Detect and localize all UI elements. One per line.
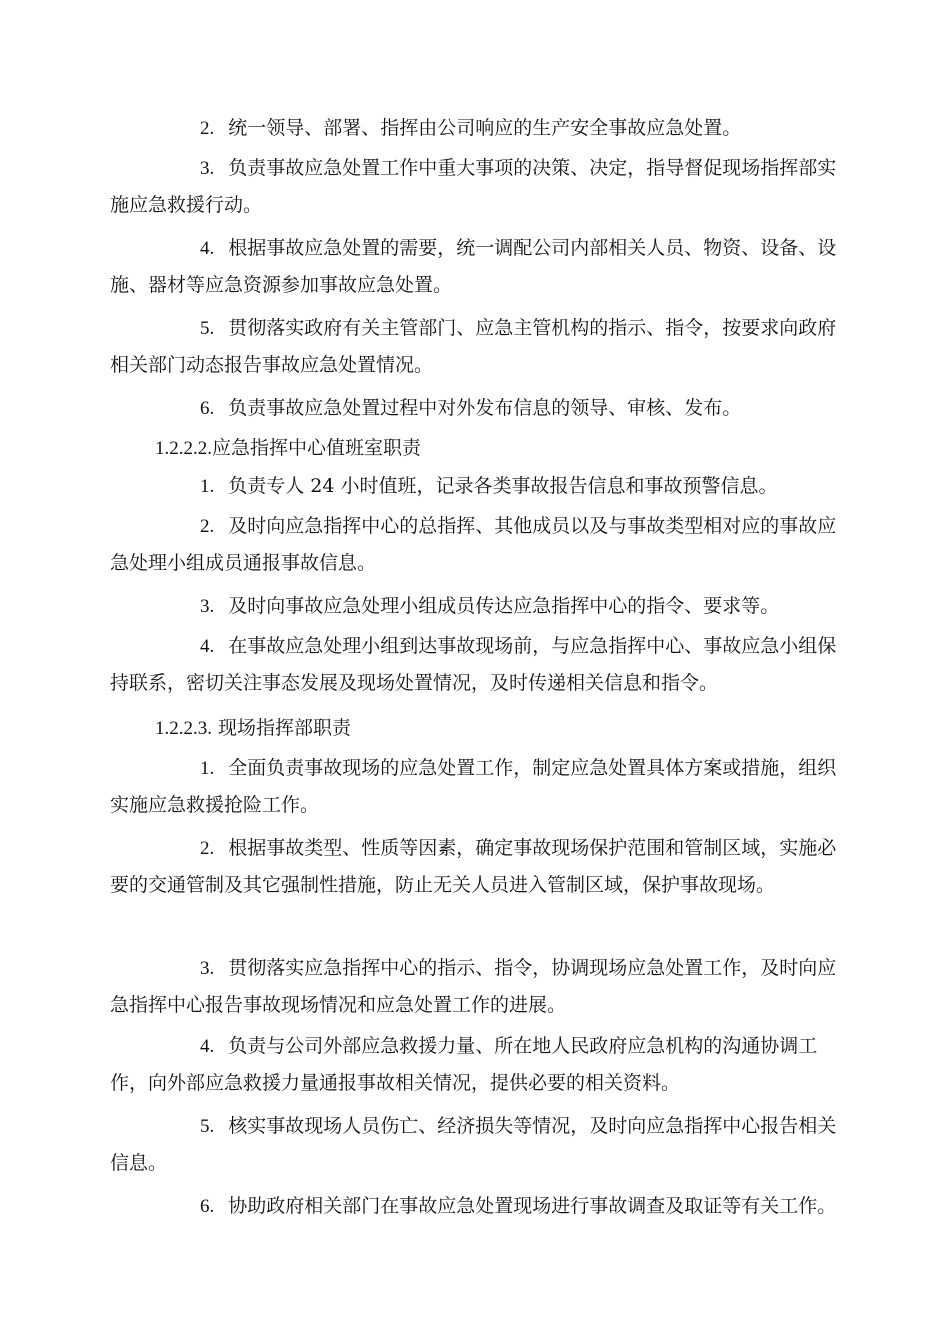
list-item bbox=[110, 950, 850, 1023]
item-number: 2. bbox=[200, 118, 215, 139]
item-number: 6. bbox=[200, 1196, 215, 1217]
item-text: 根据事故应急处置的需要，统一调配公司内部相关人员、物资、设备、设施、器材等应急资源参加事故应急处置。 bbox=[110, 237, 837, 296]
list-item bbox=[110, 110, 850, 147]
item-number: 3. bbox=[200, 958, 215, 979]
list-item bbox=[110, 1188, 850, 1225]
item-number: 1. bbox=[200, 758, 215, 779]
section-heading bbox=[155, 430, 421, 467]
item-number: 5. bbox=[200, 318, 215, 339]
item-number: 6. bbox=[200, 398, 215, 419]
item-number: 2. bbox=[200, 516, 215, 537]
list-item bbox=[110, 390, 850, 427]
item-text: 全面负责事故现场的应急处置工作，制定应急处置具体方案或措施，组织实施应急救援抢险工作。 bbox=[110, 757, 837, 816]
item-number: 4. bbox=[200, 1036, 215, 1057]
item-text: 协助政府相关部门在事故应急处置现场进行事故调查及取证等有关工作。 bbox=[228, 1195, 837, 1217]
item-number: 4. bbox=[200, 238, 215, 259]
item-text: 负责与公司外部应急救援力量、所在地人民政府应急机构的沟通协调工作，向外部应急救援力量通报事故相关情况，提供必要的相关资料。 bbox=[110, 1035, 818, 1094]
list-item bbox=[110, 628, 850, 701]
list-item bbox=[110, 150, 850, 223]
heading-number: 1.2.2.2. bbox=[155, 438, 212, 459]
item-text: 根据事故类型、性质等因素，确定事故现场保护范围和管制区域，实施必要的交通管制及其它强制性措施，防止无关人员进入管制区域，保护事故现场。 bbox=[110, 837, 837, 896]
list-item bbox=[110, 588, 850, 625]
item-text: 及时向事故应急处理小组成员传达应急指挥中心的指令、要求等。 bbox=[228, 595, 780, 617]
item-text: 贯彻落实应急指挥中心的指示、指令，协调现场应急处置工作，及时向应急指挥中心报告事故现场情况和应急处置工作的进展。 bbox=[110, 957, 837, 1016]
list-item bbox=[110, 830, 850, 903]
item-text: 及时向应急指挥中心的总指挥、其他成员以及与事故类型相对应的事故应急处理小组成员通报事故信息。 bbox=[110, 515, 837, 574]
item-text: 统一领导、部署、指挥由公司响应的生产安全事故应急处置。 bbox=[228, 117, 742, 139]
list-item bbox=[110, 1028, 850, 1101]
item-text: 负责事故应急处置工作中重大事项的决策、决定，指导督促现场指挥部实施应急救援行动。 bbox=[110, 157, 837, 216]
item-number: 2. bbox=[200, 838, 215, 859]
list-item bbox=[110, 750, 850, 823]
heading-text: 应急指挥中心值班室职责 bbox=[212, 437, 422, 459]
item-text: 贯彻落实政府有关主管部门、应急主管机构的指示、指令，按要求向政府相关部门动态报告事故应急处置情况。 bbox=[110, 317, 837, 376]
list-item bbox=[110, 508, 850, 581]
item-text: 负责事故应急处置过程中对外发布信息的领导、审核、发布。 bbox=[228, 397, 742, 419]
item-text: 在事故应急处理小组到达事故现场前，与应急指挥中心、事故应急小组保持联系，密切关注事态发展及现场处置情况，及时传递相关信息和指令。 bbox=[110, 635, 837, 694]
list-item bbox=[110, 468, 850, 505]
item-text: 负责专人 24 小时值班，记录各类事故报告信息和事故预警信息。 bbox=[228, 475, 778, 497]
item-number: 5. bbox=[200, 1116, 215, 1137]
list-item bbox=[110, 310, 850, 383]
item-number: 1. bbox=[200, 476, 215, 497]
item-number: 4. bbox=[200, 636, 215, 657]
item-number: 3. bbox=[200, 596, 215, 617]
section-heading bbox=[155, 710, 351, 747]
heading-number: 1.2.2.3. bbox=[155, 718, 212, 739]
item-number: 3. bbox=[200, 158, 215, 179]
list-item bbox=[110, 1108, 850, 1181]
heading-text: 现场指挥部职责 bbox=[218, 717, 352, 739]
item-text: 核实事故现场人员伤亡、经济损失等情况，及时向应急指挥中心报告相关信息。 bbox=[110, 1115, 837, 1174]
list-item bbox=[110, 230, 850, 303]
